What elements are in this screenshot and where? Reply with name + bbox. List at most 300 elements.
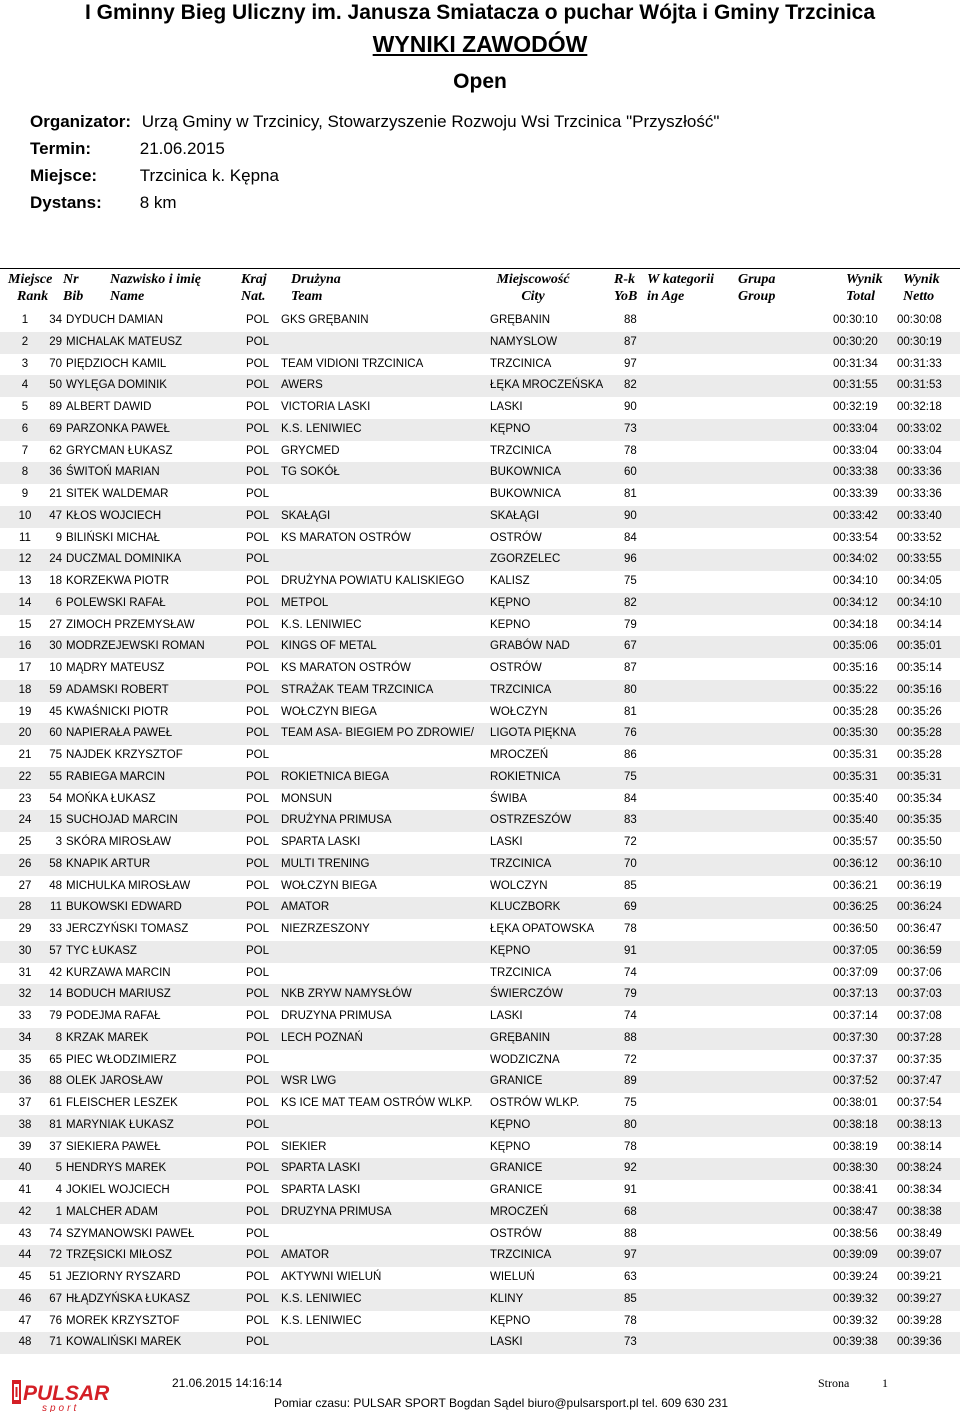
rank-cell: 41	[18, 1184, 32, 1196]
name-cell: MARYNIAK ŁUKASZ	[66, 1118, 174, 1131]
rank-cell: 36	[18, 1075, 32, 1088]
team-cell: K.S. LENIWIEC	[281, 618, 362, 631]
yob-cell: 68	[624, 1205, 637, 1218]
nat-cell: POL	[246, 509, 270, 522]
table-row	[0, 1289, 960, 1311]
bib-cell: 3	[55, 836, 62, 848]
yob-cell: 83	[624, 814, 637, 827]
bib-cell: 69	[49, 422, 62, 435]
name-cell: OLEK JAROSŁAW	[66, 1075, 163, 1088]
rank-cell: 43	[18, 1227, 32, 1240]
rank-cell: 2	[21, 335, 29, 348]
nat-cell: POL	[246, 335, 270, 348]
total-time-cell: 00:37:09	[833, 966, 878, 979]
total-time-cell: 00:36:21	[833, 879, 878, 892]
table-row	[0, 963, 960, 985]
rank-cell: 24	[18, 814, 32, 827]
table-row	[0, 723, 960, 745]
rank-cell: 14	[18, 596, 32, 609]
table-row	[0, 854, 960, 876]
bib-cell: 60	[49, 727, 62, 740]
yob-cell: 69	[624, 901, 637, 914]
bib-cell: 54	[49, 792, 62, 805]
header-bib: Nr Bib	[63, 272, 84, 304]
name-cell: KOWALIŃSKI MAREK	[66, 1336, 182, 1349]
nat-cell: POL	[246, 770, 270, 783]
rank-cell: 22	[18, 770, 32, 783]
netto-time-cell: 00:30:08	[897, 314, 942, 326]
city-cell: KĘPNO	[490, 1314, 531, 1327]
nat-cell: POL	[246, 401, 270, 413]
rank-cell: 25	[18, 836, 32, 848]
rank-cell: 33	[18, 1010, 32, 1022]
table-row	[0, 484, 960, 506]
yob-cell: 84	[624, 531, 637, 544]
city-cell: GRABÓW NAD	[490, 640, 570, 653]
date-label: Termin:	[30, 139, 92, 158]
nat-cell: POL	[246, 1336, 270, 1349]
nat-cell: POL	[246, 444, 270, 457]
yob-cell: 88	[624, 1227, 637, 1240]
total-time-cell: 00:38:47	[833, 1205, 878, 1218]
netto-time-cell: 00:37:35	[897, 1053, 942, 1066]
city-cell: TRZCINICA	[490, 357, 552, 370]
rank-cell: 5	[21, 401, 29, 413]
bib-cell: 11	[50, 901, 62, 914]
yob-cell: 73	[624, 1336, 637, 1349]
city-cell: BUKOWNICA	[490, 488, 561, 500]
nat-cell: POL	[246, 792, 270, 805]
nat-cell: POL	[246, 683, 270, 696]
rank-cell: 10	[18, 509, 32, 522]
yob-cell: 86	[624, 749, 637, 761]
name-cell: SIEKIERA PAWEŁ	[66, 1140, 161, 1153]
team-cell: STRAŻAK TEAM TRZCINICA	[281, 683, 434, 696]
name-cell: KRZAK MAREK	[66, 1031, 149, 1044]
city-cell: GRANICE	[490, 1075, 543, 1088]
bib-cell: 8	[55, 1031, 62, 1044]
table-row	[0, 310, 960, 332]
total-time-cell: 00:38:41	[833, 1184, 878, 1196]
total-time-cell: 00:31:55	[833, 379, 878, 392]
date-value: 21.06.2015	[139, 139, 225, 158]
rank-cell: 3	[21, 357, 29, 370]
table-row	[0, 1028, 960, 1050]
table-row	[0, 1071, 960, 1093]
name-cell: SUCHOJAD MARCIN	[66, 814, 178, 827]
netto-time-cell: 00:33:36	[897, 488, 942, 500]
total-time-cell: 00:30:10	[833, 314, 878, 326]
table-row	[0, 680, 960, 702]
rank-cell: 20	[18, 727, 32, 740]
rank-cell: 35	[18, 1053, 32, 1066]
city-cell: ROKIETNICA	[490, 770, 561, 783]
name-cell: ALBERT DAWID	[66, 401, 152, 413]
city-cell: KĘPNO	[490, 596, 531, 609]
yob-cell: 96	[624, 553, 637, 566]
name-cell: KURZAWA MARCIN	[66, 966, 171, 979]
total-time-cell: 00:39:32	[833, 1314, 878, 1327]
name-cell: PIEC WŁODZIMIERZ	[66, 1053, 177, 1066]
rank-cell: 48	[18, 1336, 32, 1349]
netto-time-cell: 00:37:08	[897, 1010, 942, 1022]
total-time-cell: 00:37:37	[833, 1053, 878, 1066]
yob-cell: 88	[624, 1031, 637, 1044]
yob-cell: 78	[624, 444, 637, 457]
header-name: Nazwisko i imię Name	[110, 272, 202, 304]
bib-cell: 70	[49, 357, 62, 370]
header-group: Grupa Group	[738, 272, 776, 304]
nat-cell: POL	[246, 705, 270, 718]
nat-cell: POL	[246, 1053, 270, 1066]
total-time-cell: 00:33:38	[833, 466, 878, 479]
bib-cell: 29	[49, 335, 62, 348]
rank-cell: 9	[21, 488, 29, 500]
yob-cell: 75	[624, 1097, 637, 1109]
table-row	[0, 1245, 960, 1267]
total-time-cell: 00:34:02	[833, 553, 878, 566]
table-row	[0, 658, 960, 680]
bib-cell: 14	[49, 988, 62, 1001]
rank-cell: 8	[21, 466, 29, 479]
nat-cell: POL	[246, 1075, 270, 1088]
team-cell: KS ICE MAT TEAM OSTRÓW WLKP.	[281, 1097, 473, 1109]
total-time-cell: 00:35:30	[833, 727, 878, 740]
total-time-cell: 00:37:13	[833, 988, 878, 1001]
total-time-cell: 00:33:42	[833, 509, 878, 522]
yob-cell: 72	[624, 1053, 637, 1066]
team-cell: ROKIETNICA BIEGA	[281, 770, 389, 783]
nat-cell: POL	[246, 466, 270, 479]
organizer-line	[30, 111, 719, 133]
name-cell: FLEISCHER LESZEK	[66, 1097, 178, 1109]
city-cell: OSTRÓW	[490, 531, 542, 544]
table-row	[0, 810, 960, 832]
netto-time-cell: 00:33:02	[897, 422, 942, 435]
total-time-cell: 00:37:30	[833, 1031, 878, 1044]
total-time-cell: 00:36:50	[833, 923, 878, 935]
total-time-cell: 00:35:40	[833, 792, 878, 805]
nat-cell: POL	[246, 814, 270, 827]
yob-cell: 91	[624, 944, 637, 957]
nat-cell: POL	[246, 1010, 270, 1022]
table-row	[0, 375, 960, 397]
yob-cell: 91	[624, 1184, 637, 1196]
team-cell: NIEZRZESZONY	[281, 923, 370, 935]
total-time-cell: 00:38:30	[833, 1162, 878, 1175]
netto-time-cell: 00:35:01	[897, 640, 942, 653]
rank-cell: 34	[18, 1031, 32, 1044]
total-time-cell: 00:35:22	[833, 683, 878, 696]
team-cell: TEAM ASA- BIEGIEM PO ZDROWIE/	[281, 727, 474, 740]
yob-cell: 63	[624, 1271, 637, 1283]
total-time-cell: 00:32:19	[833, 401, 878, 413]
total-time-cell: 00:35:31	[833, 749, 878, 761]
city-cell: BUKOWNICA	[490, 466, 561, 479]
nat-cell: POL	[246, 836, 270, 848]
nat-cell: POL	[246, 618, 270, 631]
total-time-cell: 00:31:34	[833, 357, 878, 370]
netto-time-cell: 00:36:10	[897, 857, 942, 870]
yob-cell: 70	[624, 857, 637, 870]
city-cell: GRANICE	[490, 1162, 543, 1175]
table-row	[0, 1006, 960, 1028]
bib-cell: 88	[49, 1075, 62, 1088]
team-cell: SPARTA LASKI	[281, 836, 361, 848]
table-row	[0, 1224, 960, 1246]
team-cell: K.S. LENIWIEC	[281, 422, 362, 435]
name-cell: DYDUCH DAMIAN	[66, 314, 164, 326]
name-cell: TYC ŁUKASZ	[66, 944, 137, 957]
bib-cell: 48	[49, 879, 62, 892]
team-cell: METPOL	[281, 596, 329, 609]
total-time-cell: 00:34:10	[833, 575, 878, 587]
city-cell: GRĘBANIN	[490, 1031, 551, 1044]
table-row	[0, 332, 960, 354]
bib-cell: 10	[49, 662, 62, 674]
rank-cell: 19	[18, 705, 32, 718]
netto-time-cell: 00:37:03	[897, 988, 942, 1001]
rank-cell: 45	[18, 1271, 32, 1283]
city-cell: ŚWIERCZÓW	[490, 988, 563, 1001]
bib-cell: 24	[49, 553, 62, 566]
yob-cell: 79	[624, 618, 637, 631]
rank-cell: 11	[19, 531, 31, 544]
team-cell: DRUŻYNA POWIATU KALISKIEGO	[281, 575, 465, 587]
city-cell: NAMYSLOW	[490, 335, 558, 348]
team-cell: AMATOR	[281, 1249, 330, 1262]
table-row	[0, 1137, 960, 1159]
netto-time-cell: 00:38:13	[897, 1118, 942, 1131]
yob-cell: 81	[624, 488, 637, 500]
netto-time-cell: 00:38:14	[897, 1140, 942, 1153]
city-cell: LASKI	[490, 1010, 523, 1022]
name-cell: ZIMOCH PRZEMYSŁAW	[66, 618, 195, 631]
yob-cell: 87	[624, 662, 637, 674]
timing-credit: Pomiar czasu: PULSAR SPORT Bogdan Sądel biuro@pulsarsport.pl tel. 609 630 231	[274, 1396, 728, 1410]
table-row	[0, 767, 960, 789]
team-cell: DRUŻYNA PRIMUSA	[281, 814, 392, 827]
netto-time-cell: 00:33:52	[897, 531, 942, 544]
table-row	[0, 745, 960, 767]
name-cell: KNAPIK ARTUR	[66, 857, 151, 870]
total-time-cell: 00:34:18	[833, 618, 878, 631]
rank-cell: 29	[18, 923, 32, 935]
table-row	[0, 1202, 960, 1224]
bib-cell: 15	[49, 814, 62, 827]
yob-cell: 90	[624, 509, 637, 522]
team-cell: AKTYWNI WIELUŃ	[281, 1271, 382, 1283]
rank-cell: 30	[18, 944, 32, 957]
city-cell: KLUCZBORK	[490, 901, 561, 914]
city-cell: TRZCINICA	[490, 444, 552, 457]
netto-time-cell: 00:37:54	[897, 1097, 942, 1109]
name-cell: PARZONKA PAWEŁ	[66, 422, 170, 435]
rank-cell: 18	[18, 683, 32, 696]
total-time-cell: 00:35:06	[833, 640, 878, 653]
total-time-cell: 00:35:57	[833, 836, 878, 848]
table-row	[0, 897, 960, 919]
bib-cell: 18	[49, 575, 62, 587]
yob-cell: 81	[624, 705, 637, 718]
yob-cell: 73	[624, 422, 637, 435]
city-cell: LASKI	[490, 401, 523, 413]
city-cell: KLINY	[490, 1292, 524, 1305]
rank-cell: 1	[21, 314, 29, 326]
yob-cell: 72	[624, 836, 637, 848]
name-cell: ADAMSKI ROBERT	[66, 683, 169, 696]
nat-cell: POL	[246, 553, 270, 566]
bib-cell: 62	[49, 444, 62, 457]
yob-cell: 78	[624, 1314, 637, 1327]
netto-time-cell: 00:35:34	[897, 792, 942, 805]
place-line	[30, 165, 279, 187]
table-row	[0, 789, 960, 811]
netto-time-cell: 00:31:53	[897, 379, 942, 392]
netto-time-cell: 00:38:34	[897, 1184, 942, 1196]
table-row	[0, 832, 960, 854]
table-row	[0, 702, 960, 724]
city-cell: TRZCINICA	[490, 1249, 552, 1262]
yob-cell: 67	[624, 640, 637, 653]
yob-cell: 82	[624, 379, 637, 392]
name-cell: PODEJMA RAFAŁ	[66, 1010, 161, 1022]
table-row	[0, 571, 960, 593]
nat-cell: POL	[246, 1205, 270, 1218]
name-cell: JOKIEL WOJCIECH	[66, 1184, 170, 1196]
netto-time-cell: 00:39:21	[897, 1271, 942, 1283]
bib-cell: 50	[49, 379, 62, 392]
team-cell: DRUZYNA PRIMUSA	[281, 1010, 392, 1022]
netto-time-cell: 00:37:47	[897, 1075, 942, 1088]
nat-cell: POL	[246, 857, 270, 870]
table-row	[0, 1050, 960, 1072]
bib-cell: 79	[49, 1010, 62, 1022]
date-line	[30, 138, 225, 160]
nat-cell: POL	[246, 1314, 270, 1327]
team-cell: LECH POZNAŃ	[281, 1031, 363, 1044]
table-row	[0, 1311, 960, 1333]
netto-time-cell: 00:37:28	[897, 1031, 942, 1044]
nat-cell: POL	[246, 596, 270, 609]
rank-cell: 21	[18, 749, 32, 761]
city-cell: WODZICZNA	[490, 1053, 560, 1066]
city-cell: OSTRÓW WLKP.	[490, 1097, 580, 1109]
yob-cell: 60	[624, 466, 637, 479]
yob-cell: 97	[624, 357, 637, 370]
name-cell: RABIEGA MARCIN	[66, 770, 166, 783]
table-row	[0, 1093, 960, 1115]
city-cell: LASKI	[490, 836, 523, 848]
yob-cell: 74	[624, 1010, 637, 1022]
header-rank: Miejsce Rank	[8, 272, 53, 304]
city-cell: ŁĘKA OPATOWSKA	[490, 923, 595, 935]
yob-cell: 76	[624, 727, 637, 740]
yob-cell: 74	[624, 966, 637, 979]
netto-time-cell: 00:39:36	[897, 1336, 942, 1349]
netto-time-cell: 00:37:06	[897, 966, 942, 979]
name-cell: MALCHER ADAM	[66, 1205, 159, 1218]
netto-time-cell: 00:38:24	[897, 1162, 942, 1175]
pulsar-sport-logo	[12, 1376, 114, 1412]
table-row	[0, 528, 960, 550]
table-row	[0, 354, 960, 376]
bib-cell: 55	[49, 770, 62, 783]
rank-cell: 40	[18, 1162, 32, 1175]
nat-cell: POL	[246, 923, 270, 935]
team-cell: TEAM VIDIONI TRZCINICA	[281, 357, 424, 370]
organizer-value: Urzą Gminy w Trzcinicy, Stowarzyszenie Rozwoju Wsi Trzcinica "Przyszłość"	[141, 112, 720, 131]
bib-cell: 72	[49, 1249, 62, 1262]
table-row	[0, 1267, 960, 1289]
rank-cell: 7	[21, 444, 29, 457]
netto-time-cell: 00:35:26	[897, 705, 942, 718]
header-total: Wynik Total	[846, 272, 883, 304]
team-cell: K.S. LENIWIEC	[281, 1292, 362, 1305]
total-time-cell: 00:38:19	[833, 1140, 878, 1153]
bib-cell: 59	[49, 683, 62, 696]
city-cell: KALISZ	[490, 575, 530, 587]
bib-cell: 51	[49, 1271, 62, 1283]
total-time-cell: 00:37:52	[833, 1075, 878, 1088]
city-cell: OSTRÓW	[490, 1227, 542, 1240]
bib-cell: 27	[49, 618, 62, 631]
netto-time-cell: 00:34:05	[897, 575, 942, 587]
nat-cell: POL	[246, 357, 270, 370]
total-time-cell: 00:39:09	[833, 1249, 878, 1262]
results-title: WYNIKI ZAWODÓW	[372, 31, 588, 57]
header-city: Miejscowość City	[496, 272, 570, 304]
total-time-cell: 00:34:12	[833, 596, 878, 609]
yob-cell: 79	[624, 988, 637, 1001]
bib-cell: 5	[55, 1162, 62, 1175]
table-row	[0, 462, 960, 484]
nat-cell: POL	[246, 1292, 270, 1305]
name-cell: MOREK KRZYSZTOF	[66, 1314, 180, 1327]
rank-cell: 28	[18, 901, 32, 914]
bib-cell: 6	[55, 596, 62, 609]
name-cell: MICHALAK MATEUSZ	[66, 335, 183, 348]
bib-cell: 47	[49, 509, 62, 522]
nat-cell: POL	[246, 1031, 270, 1044]
name-cell: BODUCH MARIUSZ	[66, 988, 171, 1001]
table-row	[0, 919, 960, 941]
nat-cell: POL	[246, 1184, 270, 1196]
team-cell: K.S. LENIWIEC	[281, 1314, 362, 1327]
rank-cell: 47	[18, 1314, 32, 1327]
name-cell: JERCZYŃSKI TOMASZ	[66, 923, 189, 935]
city-cell: TRZCINICA	[490, 857, 552, 870]
city-cell: ZGORZELEC	[490, 553, 561, 566]
team-cell: MONSUN	[281, 792, 333, 805]
bib-cell: 21	[49, 488, 62, 500]
name-cell: MICHULKA MIROSŁAW	[66, 879, 191, 892]
total-time-cell: 00:35:28	[833, 705, 878, 718]
total-time-cell: 00:33:04	[833, 422, 878, 435]
team-cell: NKB ZRYW NAMYSŁÓW	[281, 988, 412, 1001]
name-cell: MOŃKA ŁUKASZ	[66, 792, 156, 805]
netto-time-cell: 00:33:36	[897, 466, 942, 479]
total-time-cell: 00:38:01	[833, 1097, 878, 1109]
netto-time-cell: 00:38:49	[897, 1227, 942, 1240]
name-cell: POLEWSKI RAFAŁ	[66, 596, 166, 609]
table-row	[0, 941, 960, 963]
rank-cell: 26	[18, 857, 32, 870]
yob-cell: 78	[624, 923, 637, 935]
yob-cell: 89	[624, 1075, 637, 1088]
total-time-cell: 00:35:16	[833, 662, 878, 674]
total-time-cell: 00:39:32	[833, 1292, 878, 1305]
